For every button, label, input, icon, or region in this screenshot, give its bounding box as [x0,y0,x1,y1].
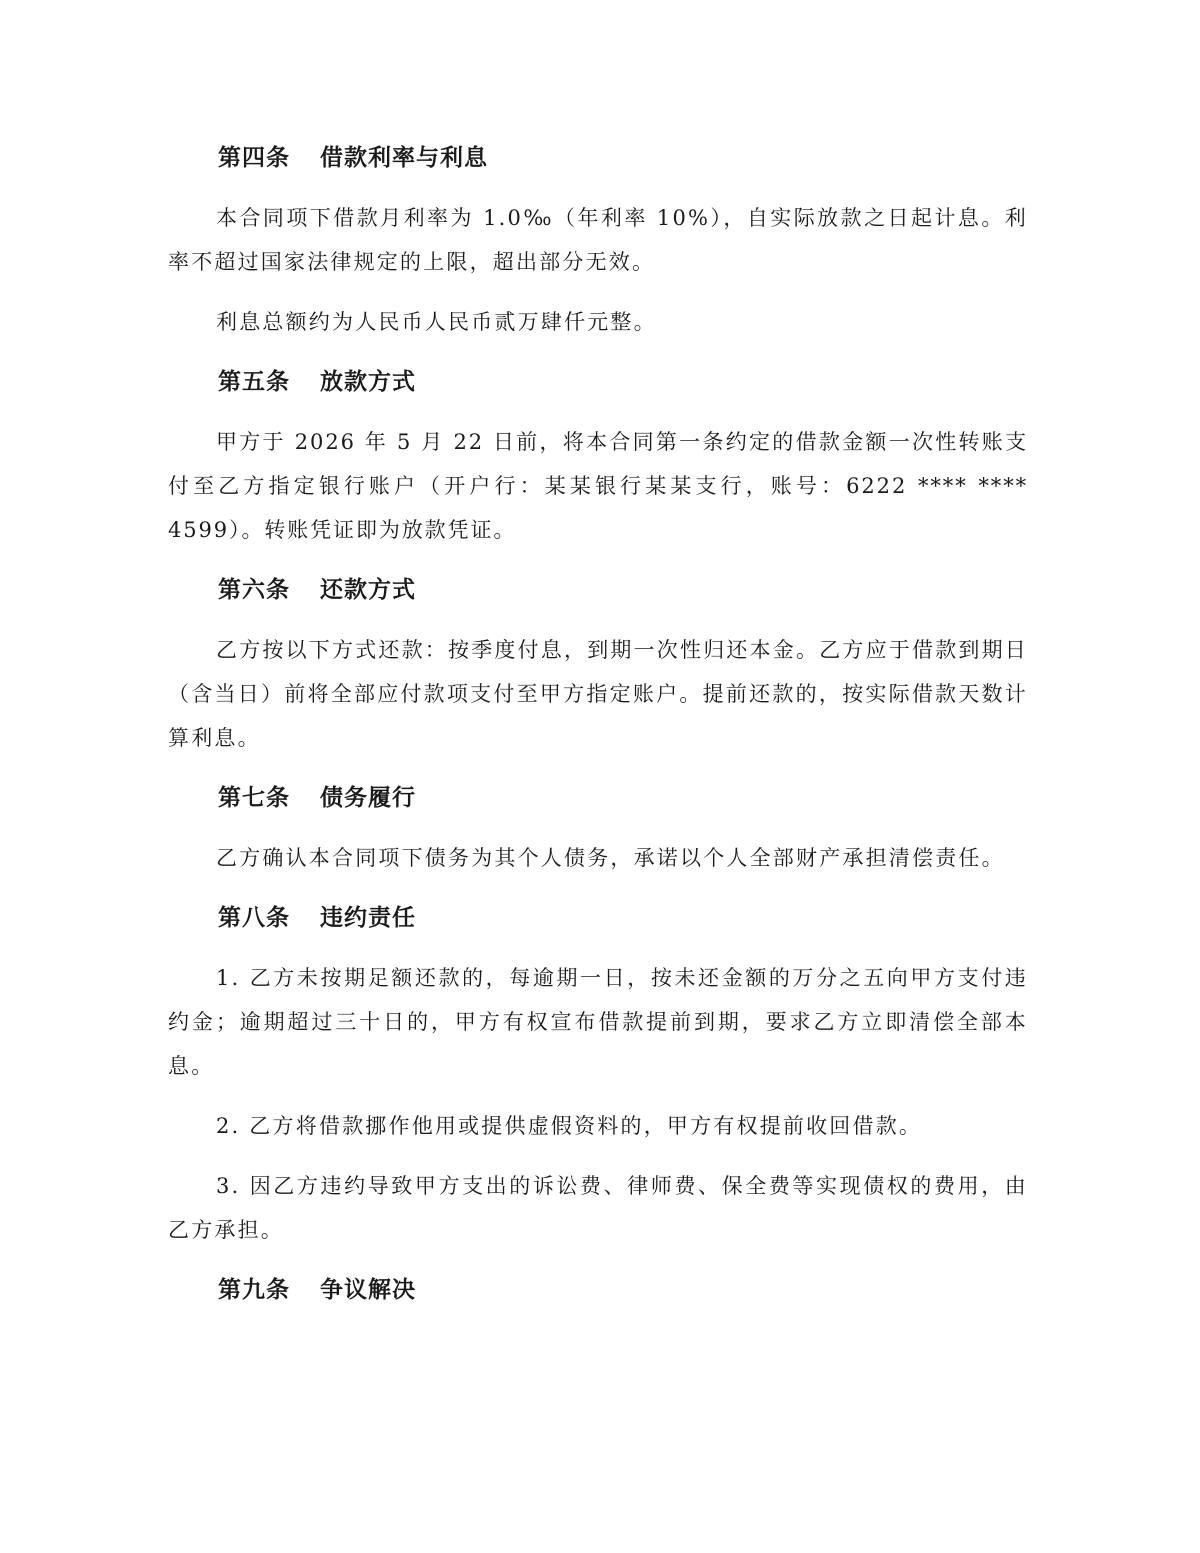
article-6-repayment-paragraph: 乙方按以下方式还款：按季度付息，到期一次性归还本金。乙方应于借款到期日（含当日）前将全部应付款项支付至甲方指定账户。提前还款的，按实际借款天数计算利息。 [168,638,1028,750]
article-title: 争议解决 [320,1277,416,1303]
contract-body [168,136,1028,1328]
article-number: 第六条 [218,577,290,603]
article-7-debt-paragraph: 乙方确认本合同项下债务为其个人债务，承诺以个人全部财产承担清偿责任。 [216,846,1005,870]
article-7-heading [168,776,1028,820]
article-number: 第八条 [218,905,290,931]
article-9-heading [168,1268,1028,1312]
article-number: 第七条 [218,785,290,811]
article-number: 第四条 [218,145,290,171]
article-number: 第九条 [218,1277,290,1303]
article-title: 还款方式 [320,577,416,603]
article-8-item-1: 1. 乙方未按期足额还款的，每逾期一日，按未还金额的万分之五向甲方支付违约金；逾期超过三十日的，甲方有权宣布借款提前到期，要求乙方立即清偿全部本息。 [168,966,1028,1078]
article-6-heading [168,568,1028,612]
article-8-item-2: 2. 乙方将借款挪作他用或提供虚假资料的，甲方有权提前收回借款。 [216,1114,923,1138]
article-number: 第五条 [218,369,290,395]
article-8-item-3: 3. 因乙方违约导致甲方支出的诉讼费、律师费、保全费等实现债权的费用，由乙方承担。 [168,1174,1028,1242]
article-5-disbursement-paragraph: 甲方于 2026 年 5 月 22 日前，将本合同第一条约定的借款金额一次性转账支付至乙方指定银行账户（开户行：某某银行某某支行，账号：6222 **** **** 4599）。转账凭证即为放款凭证。 [168,430,1028,542]
article-8-heading [168,896,1028,940]
article-5-heading [168,360,1028,404]
article-title: 放款方式 [320,369,416,395]
article-4-rate-paragraph: 本合同项下借款月利率为 1.0‰（年利率 10%），自实际放款之日起计息。利率不超过国家法律规定的上限，超出部分无效。 [168,206,1028,274]
article-4-heading [168,136,1028,180]
article-4-interest-total-paragraph: 利息总额约为人民币人民币贰万肆仟元整。 [216,310,657,334]
article-title: 借款利率与利息 [320,145,488,171]
article-title: 债务履行 [320,785,416,811]
article-title: 违约责任 [320,905,416,931]
